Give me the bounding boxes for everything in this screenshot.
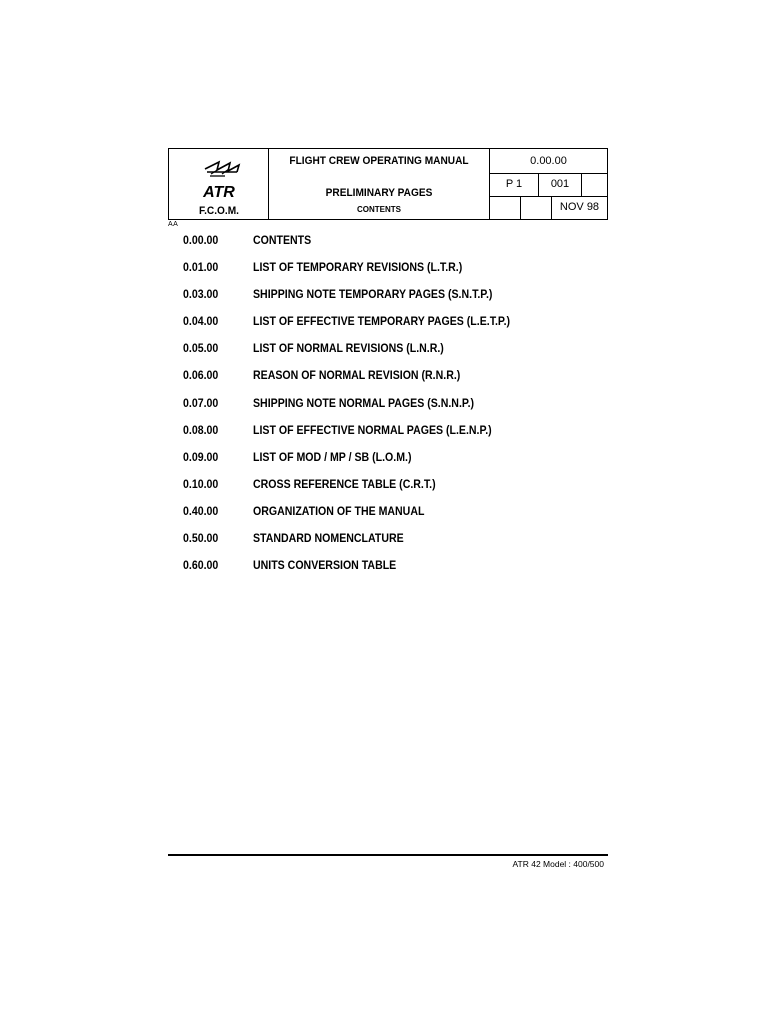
toc-item-title: LIST OF NORMAL REVISIONS (L.N.R.) [253,343,444,356]
footer-rule [168,854,608,856]
toc-item-title: LIST OF TEMPORARY REVISIONS (L.T.R.) [253,262,463,275]
blank-cell [521,197,552,219]
toc-item-title: SHIPPING NOTE TEMPORARY PAGES (S.N.T.P.) [253,289,493,302]
toc-item-number: 0.00.00 [183,235,219,247]
toc-item-title: CROSS REFERENCE TABLE (C.R.T.) [253,478,436,491]
toc-item[interactable] [183,479,603,506]
toc-item[interactable] [183,398,603,425]
toc-item-number: 0.09.00 [183,451,219,464]
toc-item-number: 0.50.00 [183,533,219,546]
toc-item[interactable] [183,533,603,560]
revision-date: NOV 98 [559,201,600,213]
toc-item-number: 0.04.00 [183,316,219,329]
toc-item[interactable] [183,235,603,262]
toc-item-title: STANDARD NOMENCLATURE [253,533,404,546]
fcom-label: F.C.O.M. [199,205,239,217]
toc-item-title: LIST OF MOD / MP / SB (L.O.M.) [253,451,412,464]
toc-item-number: 0.01.00 [183,262,219,275]
footer-model: ATR 42 Model : 400/500 [512,859,604,869]
page-label-cell [490,174,539,197]
logo-cell [169,149,269,219]
toc-item-title: REASON OF NORMAL REVISION (R.N.R.) [253,370,461,383]
atr-logo [169,149,269,205]
toc-item[interactable] [183,452,603,479]
toc-item-title: CONTENTS [253,235,312,247]
toc-item[interactable] [183,262,603,289]
toc-item-title: SHIPPING NOTE NORMAL PAGES (S.N.N.P.) [253,397,475,410]
toc-item[interactable] [183,316,603,343]
toc-item-title: LIST OF EFFECTIVE NORMAL PAGES (L.E.N.P.) [253,424,492,437]
toc-item-title: ORGANIZATION OF THE MANUAL [253,505,425,518]
toc-item-number: 0.60.00 [183,560,219,573]
margin-mark: AA [168,221,179,228]
toc-item-number: 0.05.00 [183,343,219,356]
document-header [168,148,608,220]
reference-number: 0.00.00 [490,149,607,174]
toc-item[interactable] [183,343,603,370]
sequence-number: 001 [550,178,570,190]
toc-item-number: 0.08.00 [183,424,219,437]
sequence-cell [539,174,582,197]
subsection-title: CONTENTS [357,205,401,214]
table-of-contents [183,235,603,587]
toc-item[interactable] [183,289,603,316]
toc-item-number: 0.40.00 [183,505,219,518]
toc-item-number: 0.07.00 [183,397,219,410]
toc-item-number: 0.06.00 [183,370,219,383]
blank-cell [490,197,521,219]
title-cell [269,149,490,219]
manual-title: FLIGHT CREW OPERATING MANUAL [289,155,469,167]
section-title: PRELIMINARY PAGES [325,187,433,199]
toc-item[interactable] [183,506,603,533]
toc-item[interactable] [183,425,603,452]
toc-item[interactable] [183,560,603,587]
blank-cell [582,174,607,197]
date-cell [552,197,607,219]
toc-item-number: 0.10.00 [183,478,219,491]
toc-item[interactable] [183,370,603,397]
page-label: P 1 [505,178,523,190]
logo-text: ATR [203,184,235,201]
toc-item-title: LIST OF EFFECTIVE TEMPORARY PAGES (L.E.T.P.) [253,316,511,329]
toc-item-title: UNITS CONVERSION TABLE [253,560,397,573]
toc-item-number: 0.03.00 [183,289,219,302]
